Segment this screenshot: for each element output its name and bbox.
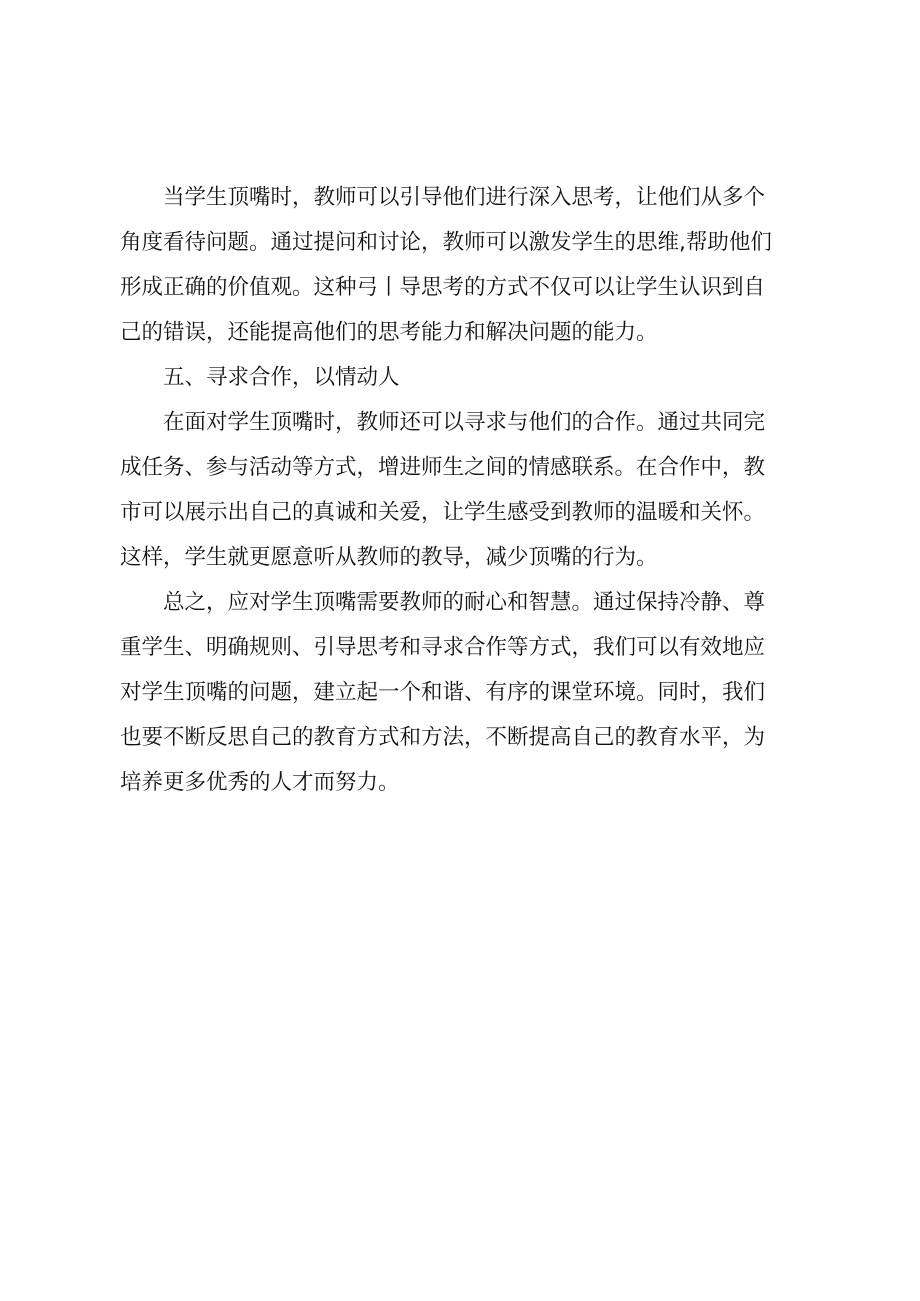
text-line: 形成正确的价值观。这种弓丨导思考的方式不仅可以让学生认识到自 [120, 275, 766, 300]
text-line: 己的错误，还能提高他们的思考能力和解决问题的能力。 [120, 320, 658, 345]
text-line: 对学生顶嘴的问题，建立起一个和谐、有序的课堂环境。同时，我们 [120, 680, 766, 705]
paragraph-guide-thinking [120, 175, 820, 355]
paragraph-cooperation [120, 400, 820, 580]
text-line: 当学生顶嘴时，教师可以引导他们进行深入思考，让他们从多个 [163, 185, 766, 210]
text-line: 市可以展示出自己的真诚和关爱，让学生感受到教师的温暖和关怀。 [120, 500, 766, 525]
text-line: 成任务、参与活动等方式，增进师生之间的情感联系。在合作中，教 [120, 455, 766, 480]
text-line: 这样，学生就更愿意听从教师的教导，减少顶嘴的行为。 [120, 545, 658, 570]
text-line: 在面对学生顶嘴时，教师还可以寻求与他们的合作。通过共同完 [163, 410, 766, 435]
text-line: 培养更多优秀的人才而努力。 [120, 770, 400, 795]
section-heading: 五、寻求合作，以情动人 [163, 365, 400, 390]
text-line: 角度看待问题。通过提问和讨论，教师可以激发学生的思维,帮助他们 [120, 230, 772, 255]
paragraph-conclusion [120, 580, 820, 805]
text-line: 总之，应对学生顶嘴需要教师的耐心和智慧。通过保持冷静、尊 [163, 590, 766, 615]
text-line: 重学生、明确规则、引导思考和寻求合作等方式，我们可以有效地应 [120, 635, 766, 660]
document-body [120, 175, 820, 805]
text-line: 也要不断反思自己的教育方式和方法，不断提高自己的教育水平，为 [120, 725, 766, 750]
